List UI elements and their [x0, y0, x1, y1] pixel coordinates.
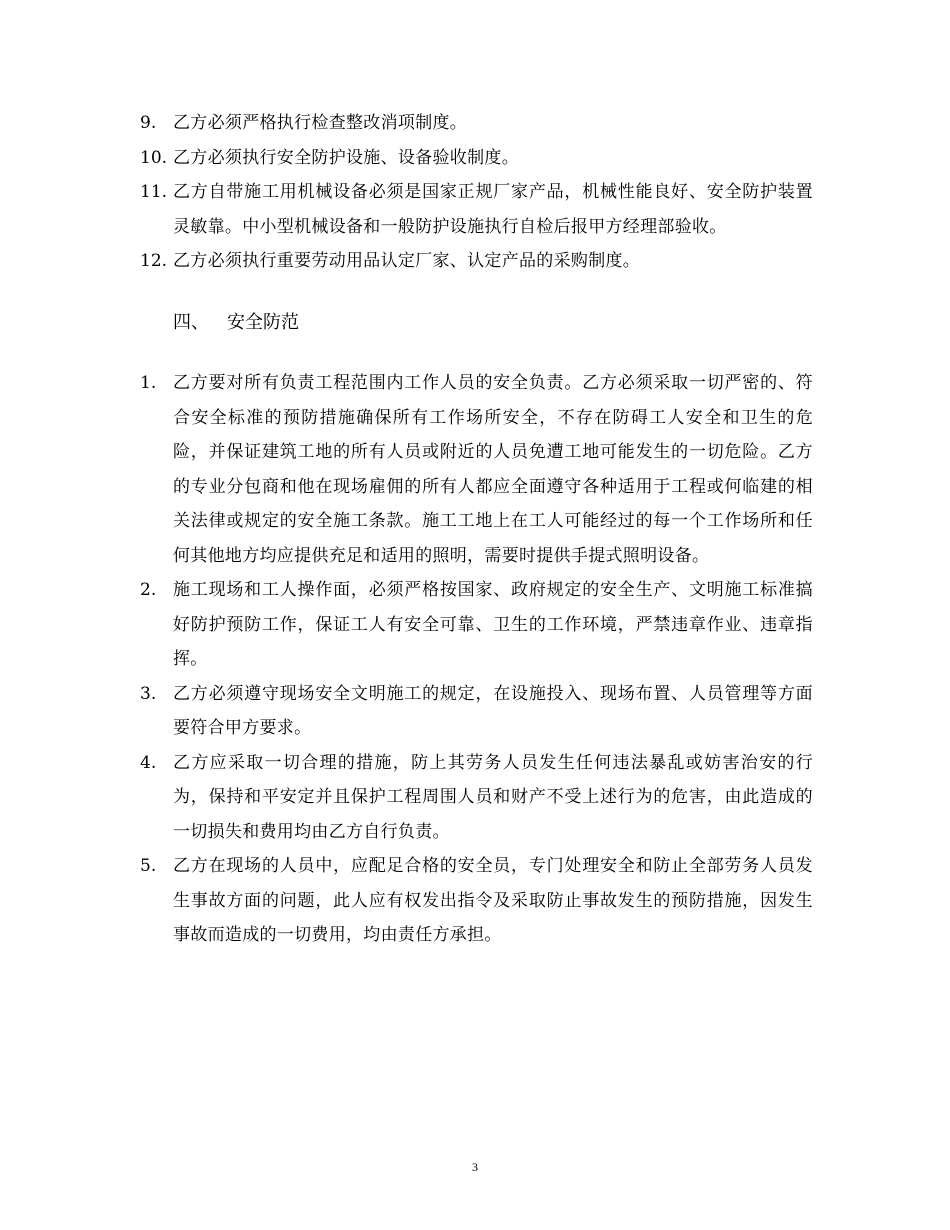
- list-item-number: 2.: [140, 580, 157, 600]
- list-item-text: 乙方应采取一切合理的措施，防上其劳务人员发生任何违法暴乱或妨害治安的行为，保持和平安定并且保护工程周围人员和财产不受上述行为的危害，由此造成的一切损失和费用均由乙方自行负责。: [173, 752, 813, 842]
- list-item: [0, 106, 950, 141]
- list-item-number: 3.: [140, 683, 157, 704]
- list-item-text: 乙方自带施工用机械设备必须是国家正规厂家产品，机械性能良好、安全防护装置灵敏靠。中小型机械设备和一般防护设施执行自检后报甲方经理部验收。: [173, 182, 813, 237]
- list-item-number: 5.: [140, 856, 157, 876]
- list-item-text: 施工现场和工人操作面，必须严格按国家、政府规定的安全生产、文明施工标准搞好防护预防工作，保证工人有安全可靠、卫生的工作环境，严禁违章作业、违章指挥。: [173, 580, 813, 669]
- list-item-number: 9.: [140, 113, 157, 133]
- section-heading: [173, 306, 299, 340]
- numbered-list-top: [0, 106, 950, 279]
- list-item-number: 4.: [140, 752, 157, 773]
- section-number: 四、: [173, 312, 209, 333]
- section-title: 安全防范: [227, 312, 299, 333]
- list-item-number: 11.: [140, 182, 168, 202]
- list-item-text: 乙方必须执行安全防护设施、设备验收制度。: [173, 147, 519, 168]
- list-item: [0, 677, 950, 746]
- list-item: [0, 141, 950, 176]
- list-item-text: 乙方必须执行重要劳动用品认定厂家、认定产品的采购制度。: [173, 251, 641, 271]
- list-item-text: 乙方必须严格执行检查整改消项制度。: [173, 113, 468, 133]
- list-item-text: 乙方要对所有负责工程范围内工作人员的安全负责。乙方必须采取一切严密的、符合安全标准的预防措施确保所有工作场所安全，不存在防碍工人安全和卫生的危险，并保证建筑工地的所有人员或附近的人员免遭工地可能发生的一切危险。乙方的专业分包商和他在现场雇佣的所有人都应全面遵守各种适用于工程或何临建的相关法律或规定的安全施工条款。施工工地上在工人可能经过的每一个工作场所和任何其他地方均应提供充足和适用的照明，需要时提供手提式照明设备。: [173, 373, 813, 566]
- list-item: [0, 175, 950, 244]
- list-item: [0, 573, 950, 677]
- page-number: 3: [472, 1160, 478, 1174]
- list-item-number: 12.: [140, 251, 168, 271]
- numbered-list-section: [0, 366, 950, 953]
- list-item: [0, 849, 950, 953]
- list-item-number: 10.: [140, 147, 168, 168]
- list-item-text: 乙方在现场的人员中，应配足合格的安全员，专门处理安全和防止全部劳务人员发生事故方面的问题，此人应有权发出指令及采取防止事故发生的预防措施，因发生事故而造成的一切费用，均由责任方承担。: [173, 856, 813, 945]
- list-item-number: 1.: [140, 373, 157, 393]
- list-item-text: 乙方必须遵守现场安全文明施工的规定，在设施投入、现场布置、人员管理等方面要符合甲方要求。: [173, 683, 813, 738]
- list-item: [0, 746, 950, 850]
- list-item: [0, 366, 950, 573]
- list-item: [0, 244, 950, 279]
